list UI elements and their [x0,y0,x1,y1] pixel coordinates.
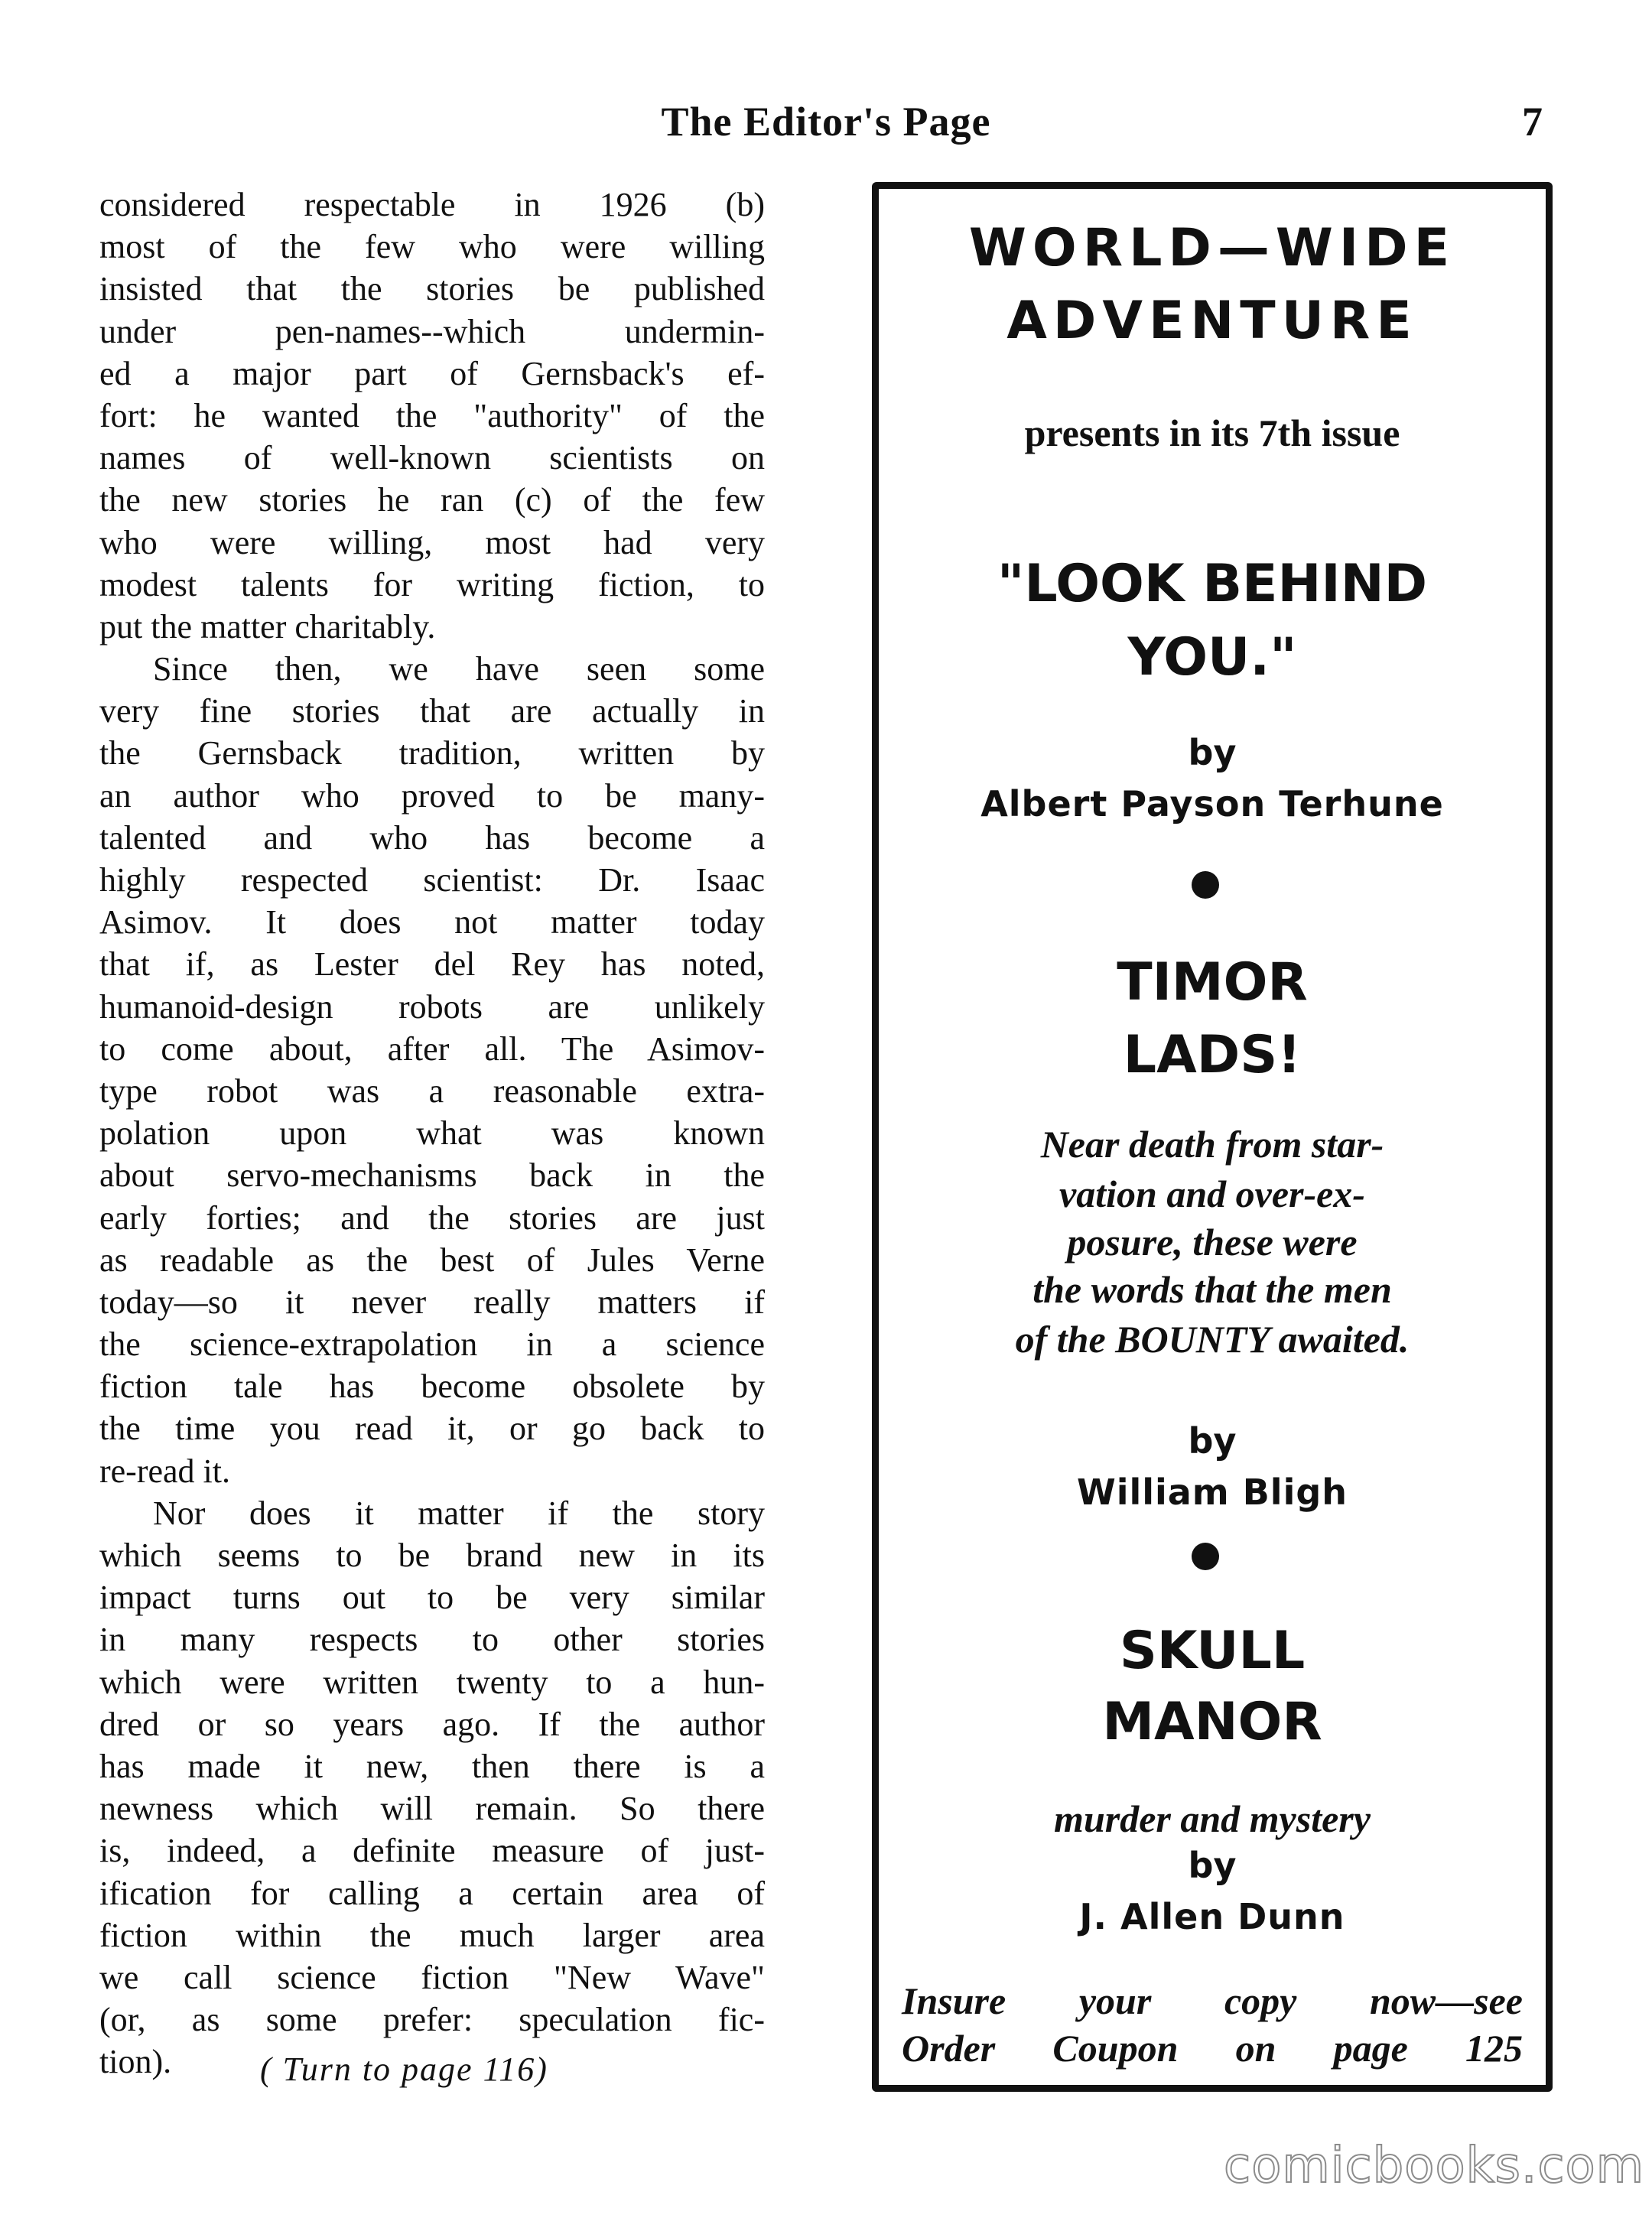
article-line: re-read it. [99,1452,230,1490]
article-line: humanoid-design robots are unlikely [99,987,765,1026]
article-line: names of well-known scientists on [99,439,765,477]
article-line: today—so it never really matters if [99,1283,765,1321]
article-line: Since then, we have seen some [153,650,765,688]
story1-author: Albert Payson Terhune [980,783,1444,824]
article-line: the science-extrapolation in a science [99,1325,765,1364]
magazine-name-line1: WORLD—WIDE [968,218,1456,278]
article-line: as readable as the best of Jules Verne [99,1241,765,1279]
site-watermark: comicbooks.com [1224,2138,1645,2194]
article-line: early forties; and the stories are just [99,1198,765,1237]
article-line: dred or so years ago. If the author [99,1705,765,1743]
story2-blurb-line: vation and over-ex- [1059,1172,1365,1215]
story3-title-line1: SKULL [1119,1621,1306,1681]
article-line: is, indeed, a definite measure of just- [99,1832,765,1870]
story2-blurb-line: posure, these were [1067,1221,1358,1263]
article-line: talented and who has become a [99,818,765,857]
article-line: an author who proved to be many- [99,776,765,815]
advertisement-box [872,182,1553,2092]
magazine-name-line2: ADVENTURE [1006,291,1418,351]
story3-blurb: murder and mystery [1054,1797,1371,1840]
article-line: put the matter charitably. [99,607,436,646]
article-line: has made it new, then there is a [99,1747,765,1785]
article-line: insisted that the stories be published [99,270,765,308]
bullet-separator [1192,871,1219,899]
article-line: we call science fiction "New Wave" [99,1958,765,1996]
story1-title-line2: YOU." [1127,627,1297,688]
story3-by: by [1188,1845,1237,1886]
order-line2: Order Coupon on page 125 [902,2027,1523,2070]
article-line: highly respected scientist: Dr. Isaac [99,861,765,899]
article-line: the time you read it, or go back to [99,1410,765,1448]
story1-by: by [1188,732,1237,773]
article-line: polation upon what was known [99,1114,765,1153]
story2-author: William Bligh [1076,1472,1348,1513]
article-line: the Gernsback tradition, written by [99,734,765,772]
article-line: under pen-names--which undermin- [99,312,765,350]
article-line: modest talents for writing fiction, to [99,565,765,603]
story1-title-line1: "LOOK BEHIND [997,554,1428,614]
story2-by: by [1188,1420,1237,1462]
page-number: 7 [1522,99,1543,145]
article-line: that if, as Lester del Rey has noted, [99,945,765,984]
article-line: which seems to be brand new in its [99,1537,765,1574]
article-line: newness which will remain. So there [99,1790,765,1828]
article-line: very fine stories that are actually in [99,692,765,730]
article-line: ed a major part of Gernsback's ef- [99,354,765,392]
story2-blurb-line: Near death from star- [1040,1123,1384,1166]
story2-title-line2: LADS! [1123,1025,1302,1085]
story2-title-line1: TIMOR [1117,952,1308,1013]
article-line: most of the few who were willing [99,228,765,266]
article-line: in many respects to other stories [99,1621,765,1659]
article-line: fort: he wanted the "authority" of the [99,396,765,434]
article-line: Nor does it matter if the story [153,1494,765,1532]
article-line: fiction within the much larger area [99,1916,765,1954]
bullet-separator [1192,1543,1219,1570]
story3-author: J. Allen Dunn [1079,1896,1345,1937]
article-line: ification for calling a certain area of [99,1874,765,1912]
order-line1: Insure your copy now—see [902,1979,1523,2022]
article-line: which were written twenty to a hun- [99,1663,765,1701]
story2-blurb-line: of the BOUNTY awaited. [1015,1318,1410,1361]
article-line: Asimov. It does not matter today [99,903,765,942]
article-line: the new stories he ran (c) of the few [99,481,765,519]
issue-subtitle: presents in its 7th issue [1024,411,1400,454]
article-line: considered respectable in 1926 (b) [99,186,765,223]
article-line: tion). [99,2043,172,2081]
story2-blurb-line: the words that the men [1032,1268,1392,1311]
article-line: (or, as some prefer: speculation fic- [99,2001,765,2039]
article-column [99,184,765,2083]
article-line: impact turns out to be very similar [99,1579,765,1617]
story3-title-line2: MANOR [1102,1692,1322,1752]
article-line: type robot was a reasonable extra- [99,1072,765,1110]
article-line: fiction tale has become obsolete by [99,1368,765,1406]
article-line: to come about, after all. The Asimov- [99,1029,765,1068]
running-title: The Editor's Page [661,99,991,145]
continued-note: ( Turn to page 116) [260,2051,548,2088]
article-line: who were willing, most had very [99,523,765,561]
article-line: about servo-mechanisms back in the [99,1156,765,1195]
